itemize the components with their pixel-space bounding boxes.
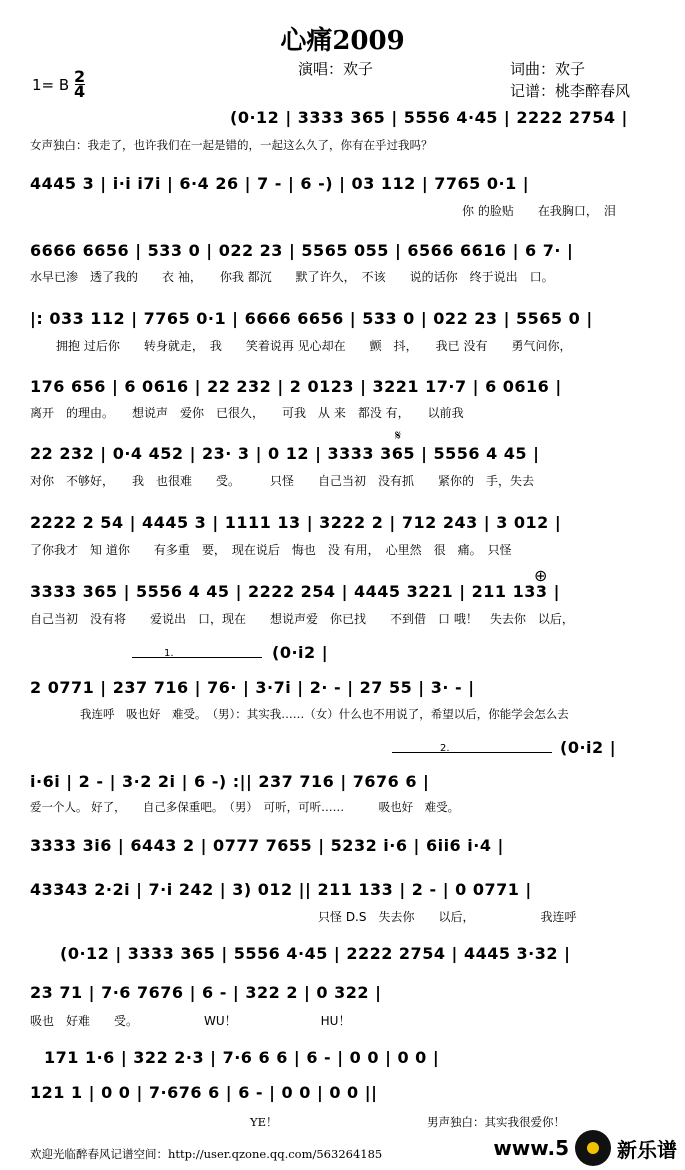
score-row-1-notes: (0·12 | 3333 365 | 5556 4·45 | 2222 2754 | — [230, 108, 628, 127]
song-title: 心痛2009 — [280, 26, 405, 56]
singer-credit: 演唱：欢子 — [298, 60, 374, 78]
transcriber-credit: 记谱：桃李醉春风 — [510, 82, 631, 100]
score-row-5-lyrics: 离开 的理由。 想说声 爱你 已很久， 可我 从 来 都没 有， 以前我 — [30, 406, 464, 420]
score-row-6-lyrics: 对你 不够好， 我 也很难 受。 只怪 自己当初 没有抓 紧你的 手，失去 — [30, 474, 535, 488]
score-row-8-notes: 3333 365 | 5556 4 45 | 2222 254 | 4445 3221 | 211 133 | — [30, 582, 560, 601]
score-row-10-lyrics: 爱一个人。 好了， 自己多保重吧。 （男） 可听，可听…… 吸也好 难受。 — [30, 800, 460, 814]
score-row-16-notes: 121 1 | 0 0 | 7·676 6 | 6 - | 0 0 | 0 0 || — [30, 1083, 378, 1102]
score-row-5-notes: 176 656 | 6 0616 | 22 232 | 2 0123 | 3221 17·7 | 6 0616 | — [30, 377, 562, 396]
record-icon — [575, 1130, 611, 1166]
time-signature — [74, 67, 86, 101]
logo-text: 新乐谱 — [617, 1137, 677, 1162]
site-logo — [477, 1126, 685, 1170]
score-row-10-lead: (0·i2 | — [560, 738, 617, 757]
score-row-2-notes: 4445 3 | i·i i7i | 6·4 26 | 7 - | 6 -) | 03 112 | 7765 0·1 | — [30, 174, 530, 193]
score-row-3-lyrics: 水早已渗 透了我的 衣 袖， 你我 都沉 默了许久， 不该 说的话你 终于说出 口。 — [30, 270, 554, 284]
footer-text: 欢迎光临醉春风记谱空间：http://user.qzone.qq.com/563264185 — [30, 1147, 383, 1161]
score-row-11-notes: 3333 3i6 | 6443 2 | 0777 7655 | 5232 i·6 | 6ii6 i·4 | — [30, 836, 504, 855]
score-row-14-notes: 23 71 | 7·6 7676 | 6 - | 322 2 | 0 322 | — [30, 983, 382, 1002]
volta-2-label: 2. — [440, 743, 450, 754]
score-row-8-lyrics: 自己当初 没有将 爱说出 口，现在 想说声爱 你已找 不到借 口 哦！ 失去你 以后， — [30, 612, 574, 626]
time-signature-bottom: 4 — [74, 82, 86, 101]
score-row-15-notes: 171 1·6 | 322 2·3 | 7·6 6 6 | 6 - | 0 0 | 0 0 | — [44, 1048, 440, 1067]
score-row-9-lead: (0·i2 | — [272, 643, 329, 662]
score-row-4-notes: |: 033 112 | 7765 0·1 | 6666 6656 | 533 0 | 022 23 | 5565 0 | — [30, 309, 593, 328]
score-row-3-notes: 6666 6656 | 533 0 | 022 23 | 5565 055 | 6566 6616 | 6 7· | — [30, 241, 574, 260]
score-row-14-lyrics: 吸也 好难 受。 WU！ HU！ — [30, 1014, 351, 1028]
logo-url: www.5 — [493, 1136, 569, 1160]
score-row-12-notes: 43343 2·2i | 7·i 242 | 3) 012 || 211 133 | 2 - | 0 0771 | — [30, 880, 532, 899]
score-row-13-notes: (0·12 | 3333 365 | 5556 4·45 | 2222 2754 | 4445 3·32 | — [60, 944, 571, 963]
volta-1-label: 1. — [164, 648, 174, 659]
score-row-2-lyrics: 你 的脸贴 在我胸口， 泪 — [462, 204, 616, 218]
score-row-4-lyrics: 拥抱 过后你 转身就走， 我 笑着说再 见心却在 颤 抖， 我已 没有 勇气问你， — [56, 339, 572, 353]
score-row-10-notes: i·6i | 2 - | 3·2 2i | 6 -) :|| 237 716 | 7676 6 | — [30, 772, 430, 791]
coda-icon: ⊕ — [534, 566, 548, 585]
time-signature-top: 2 — [74, 67, 86, 86]
score-row-7-notes: 2222 2 54 | 4445 3 | 1111 13 | 3222 2 | 712 243 | 3 012 | — [30, 513, 562, 532]
score-row-9-lyrics: 我连呼 吸也好 难受。 （男）：其实我……（女）什么也不用说了，希望以后，你能学会怎么去 — [80, 707, 569, 721]
score-row-1-lyrics: 女声独白：我走了，也许我们在一起是错的，一起这么久了，你有在乎过我吗？ — [30, 138, 433, 152]
score-row-12-lyrics: 只怪 D.S 失去你 以后， 我连呼 — [318, 910, 577, 924]
composer-credit: 词曲：欢子 — [510, 60, 586, 78]
score-row-9-notes: 2 0771 | 237 716 | 76· | 3·7i | 2· - | 27 55 | 3· - | — [30, 678, 475, 697]
score-row-6-notes: 22 232 | 0·4 452 | 23· 3 | 0 12 | 3333 365 | 5556 4 45 | — [30, 444, 540, 463]
score-row-7-lyrics: 了你我才 知 道你 有多重 要， 现在说后 悔也 没 有用， 心里然 很 痛。 只怪 — [30, 543, 512, 557]
score-row-16-lyrics: YE！ 男声独白：其实我很爱你！ — [250, 1115, 565, 1129]
key-signature: 1= B — [32, 76, 70, 94]
segno-icon: 𝄋 — [395, 428, 402, 444]
